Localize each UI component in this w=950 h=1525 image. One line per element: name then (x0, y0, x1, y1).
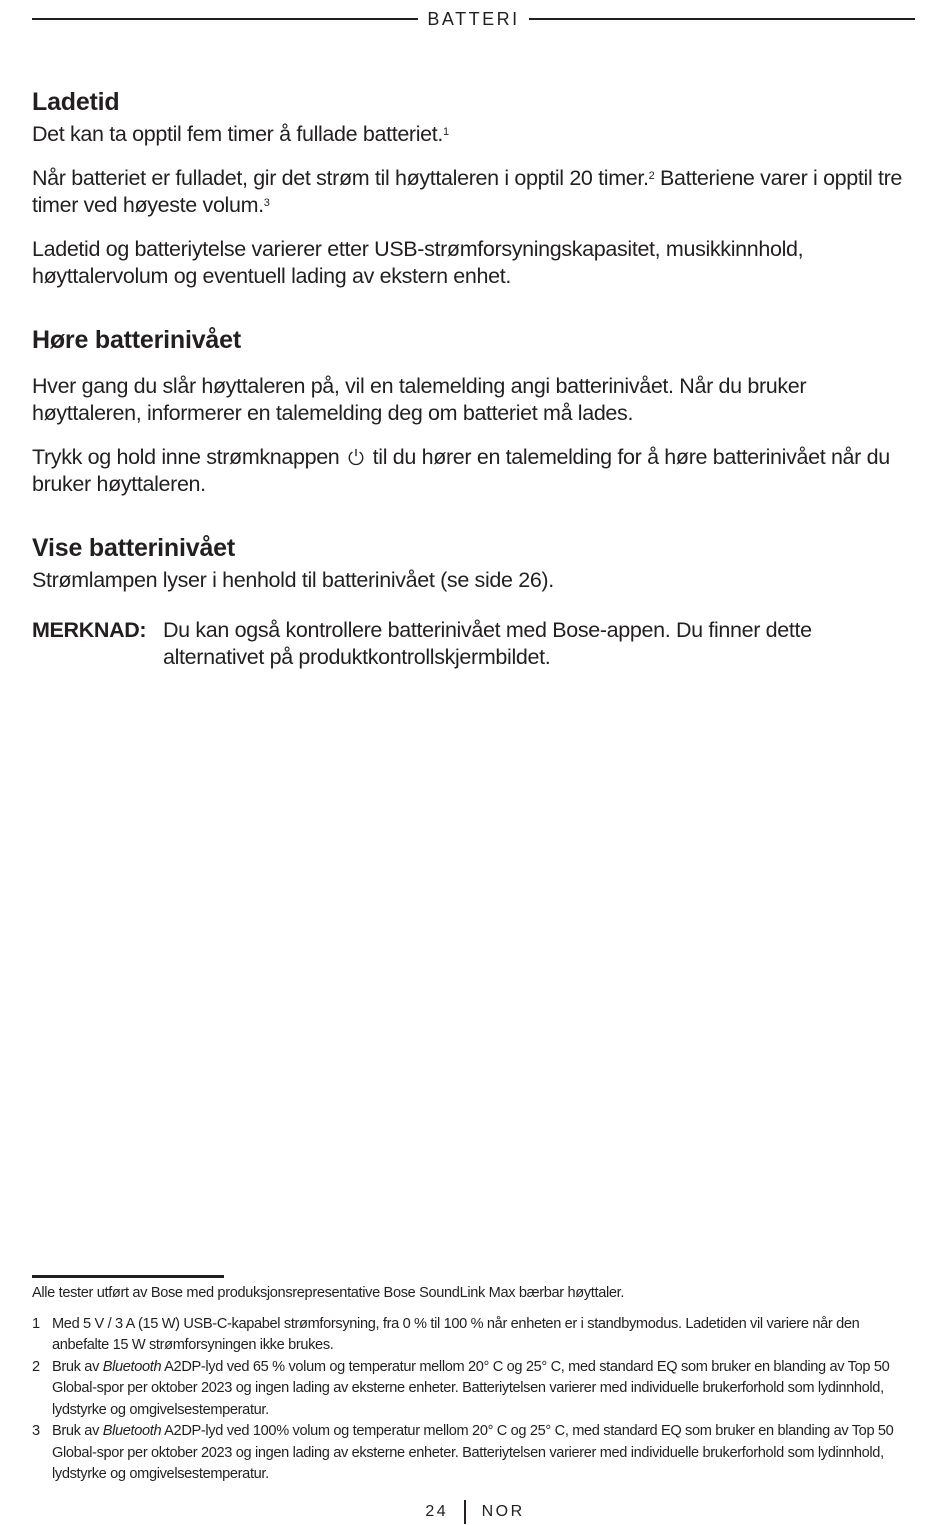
note-text: Du kan også kontrollere batterinivået med Bose-appen. Du finner dette alternativet på produktkontrollskjermbildet. (163, 618, 812, 669)
text: Bruk av (52, 1423, 103, 1439)
paragraph (32, 444, 917, 498)
paragraph (32, 121, 917, 148)
paragraph: Strømlampen lyser i henhold til batterinivået (se side 26). (32, 568, 554, 592)
section-heading: Ladetid (32, 88, 120, 116)
text: A2DP-lyd ved 65 % volum og temperatur mellom 20° C og 25° C, med standard EQ som bruker en blanding av Top 50 Global-spor per oktober 2023 og ingen lading av eksterne enheter. Batteriytelsen varierer med individuelle brukerforhold som lydinnhold, lydstyrke og omgivelsestemperatur. (52, 1358, 890, 1418)
page-header (32, 8, 915, 30)
section-heading: Vise batterinivået (32, 534, 235, 562)
text: Trykk og hold inne strømknappen (32, 445, 340, 469)
note (32, 617, 917, 671)
text: Det kan ta opptil fem timer å fullade batteriet. (32, 122, 444, 146)
paragraph: Hver gang du slår høyttaleren på, vil en talemelding angi batterinivået. Når du bruker høyttaleren, informerer en talemelding deg om batteriet må lades. (32, 374, 807, 425)
footnotes (32, 1283, 917, 1486)
footnote-number: 1 (32, 1315, 40, 1332)
paragraph (32, 165, 917, 219)
footnote-item (32, 1314, 917, 1357)
text: til du hører en talemelding for å høre batterinivået når du bruker høyttaleren. (32, 445, 890, 496)
section-vise-batterinivaet (32, 534, 917, 671)
footnote-ref: 1 (443, 126, 449, 138)
language-code: NOR (481, 1503, 525, 1520)
header-rule-right (529, 18, 915, 20)
footnote-text (52, 1357, 917, 1422)
header-title: BATTERI (427, 8, 520, 29)
text: A2DP-lyd ved 100% volum og temperatur mellom 20° C og 25° C, med standard EQ som bruker en blanding av Top 50 Global-spor per oktober 2023 og ingen lading av eksterne enheter. Batteriytelsen varierer med individuelle brukerforhold som lydinnhold, lydstyrke og omgivelsestemperatur. (52, 1423, 894, 1482)
footnote-text: Med 5 V / 3 A (15 W) USB-C-kapabel strømforsyning, fra 0 % til 100 % når enheten er i standbymodus. Ladetiden vil variere når den anbefalte 15 W strømforsyningen ikke brukes. (52, 1315, 860, 1353)
text-italic: Bluetooth (102, 1358, 162, 1375)
footnote-ref: 2 (648, 170, 655, 182)
footer-divider (464, 1500, 466, 1524)
page-number: 24 (425, 1503, 449, 1520)
footnote-number: 2 (32, 1358, 40, 1375)
paragraph: Ladetid og batteriytelse varierer etter USB-strømforsyningskapasitet, musikkinnhold, høyttalervolum og eventuell lading av ekstern enhet. (32, 237, 804, 288)
footnote-text (52, 1421, 917, 1486)
text: Batteriene varer i opptil tre timer ved høyeste volum. (32, 166, 903, 217)
footnote-number: 3 (32, 1423, 40, 1439)
power-icon (347, 448, 365, 466)
footnote-ref: 3 (263, 197, 270, 209)
note-label: MERKNAD: (32, 618, 147, 642)
text: Bruk av (52, 1358, 103, 1375)
main-content (32, 88, 917, 707)
section-hore-batterinivaet (32, 326, 917, 498)
section-ladetid (32, 88, 917, 290)
footnote-intro: Alle tester utført av Bose med produksjonsrepresentative Bose SoundLink Max bærbar høyttaler. (32, 1285, 625, 1301)
footnote-rule (32, 1275, 224, 1278)
text: Når batteriet er fulladet, gir det strøm til høyttaleren i opptil 20 timer. (32, 166, 649, 190)
section-heading: Høre batterinivået (32, 326, 241, 354)
footnote-item (32, 1421, 917, 1486)
page-footer (0, 1500, 950, 1524)
footnote-item (32, 1357, 917, 1422)
header-rule-left (32, 18, 418, 20)
text-italic: Bluetooth (102, 1423, 162, 1439)
